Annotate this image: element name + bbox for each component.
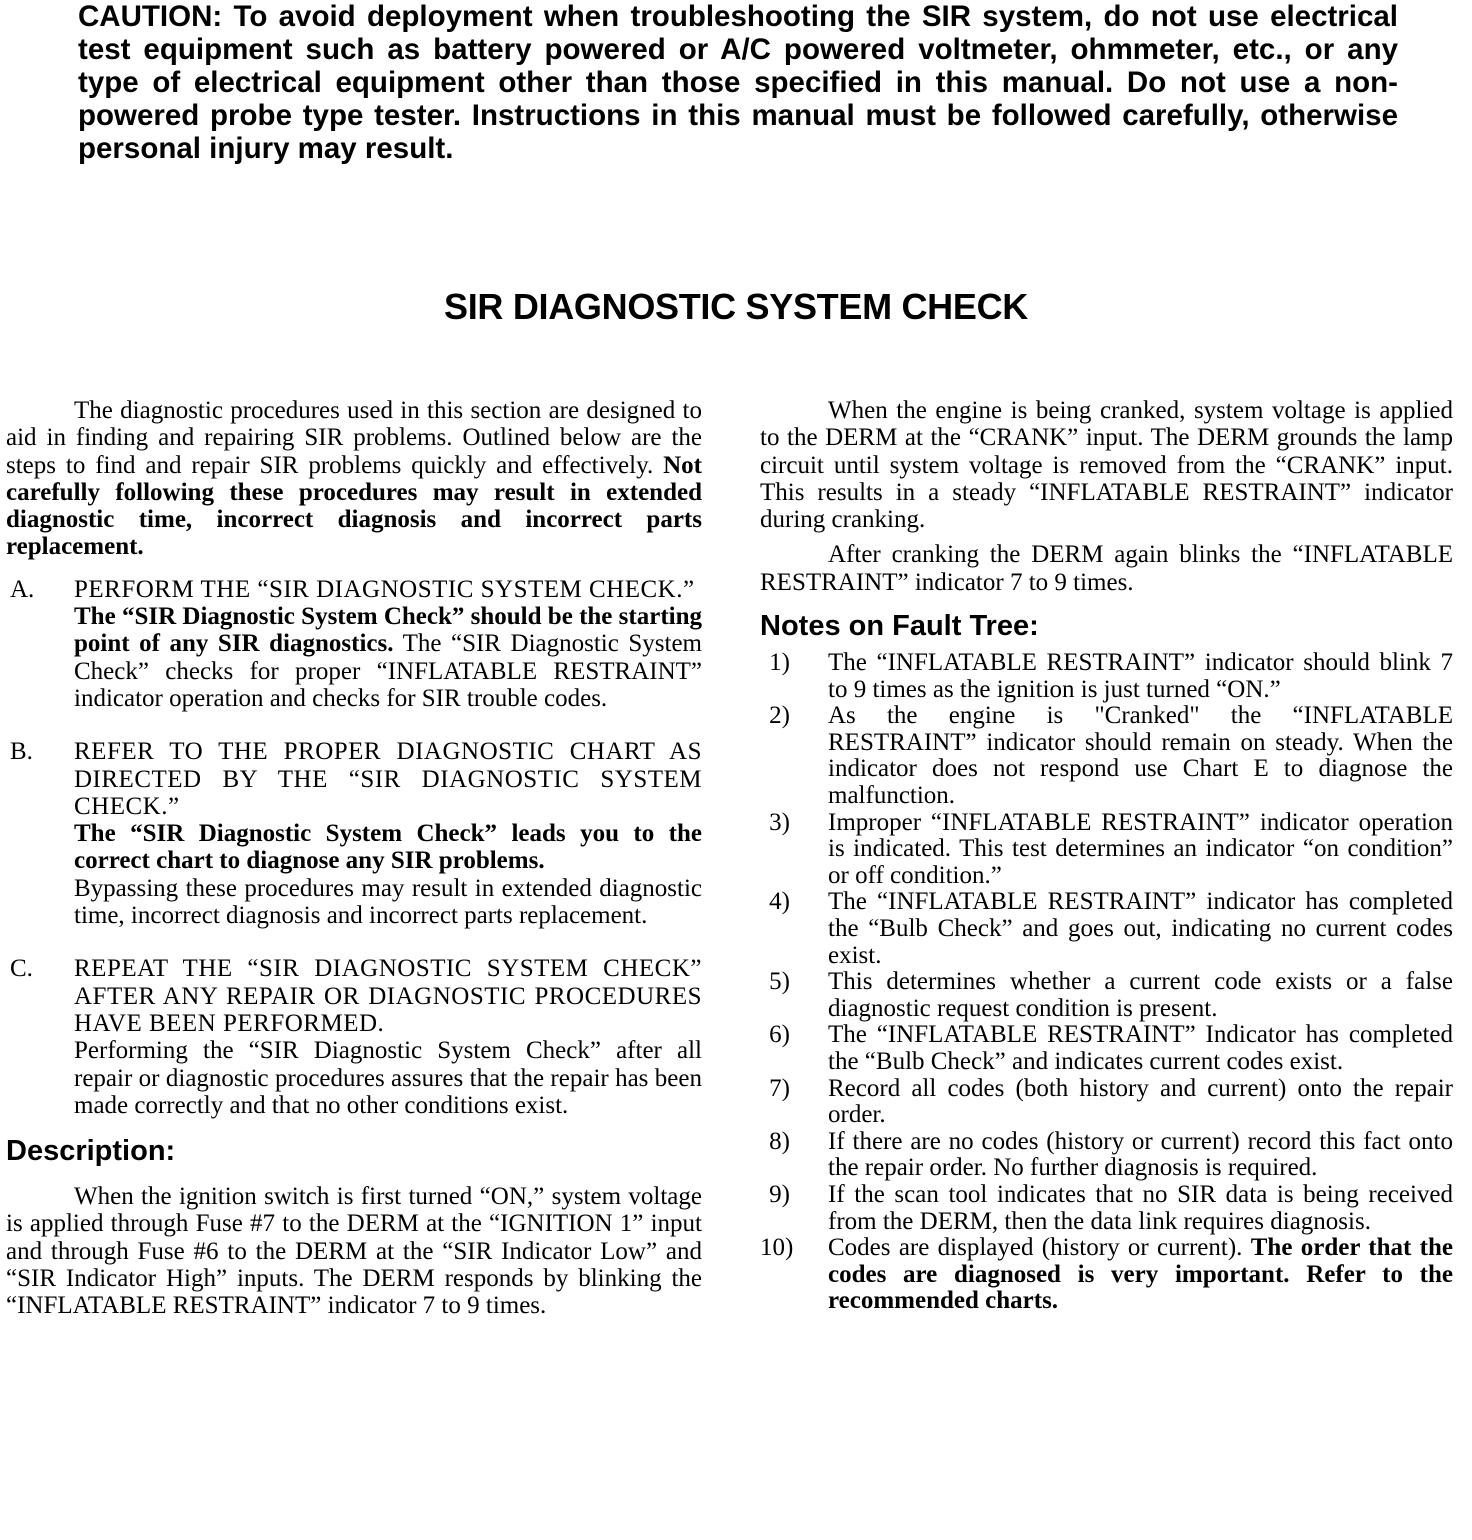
note-number: 3) — [769, 808, 790, 836]
note-number: 8) — [769, 1127, 790, 1155]
intro-text: The diagnostic procedures used in this section are designed to aid in finding and repairing SIR problems. Outlined below are the steps to find and repair SIR problems quickly and effectively. — [6, 397, 702, 479]
step-text: Bypassing these procedures may result in extended diagnostic time, incorrect diagnosis and incorrect parts replacement. — [74, 874, 702, 930]
note-item — [760, 1235, 1453, 1315]
note-text: This determines whether a current code exists or a false diagnostic request condition is present. — [828, 968, 1453, 1022]
step-text: The “SIR Diagnostic System Check” checks for proper “INFLATABLE RESTRAINT” indicator operation and checks for SIR trouble codes. — [74, 630, 702, 712]
note-item — [760, 969, 1453, 1022]
step-b — [6, 738, 702, 929]
note-text: The “INFLATABLE RESTRAINT” indicator has completed the “Bulb Check” and goes out, indicating no current codes exist. — [828, 888, 1453, 969]
step-marker: A. — [10, 575, 35, 603]
note-text: If there are no codes (history or current) record this fact onto the repair order. No further diagnosis is required. — [828, 1127, 1453, 1182]
note-number: 10) — [760, 1234, 794, 1262]
note-item — [760, 1129, 1453, 1182]
note-plain-text: Codes are displayed (history or current). — [828, 1234, 1243, 1262]
note-item — [760, 650, 1453, 703]
step-bold-text: The “SIR Diagnostic System Check” leads you to the correct chart to diagnose any SIR problems. — [74, 820, 702, 875]
note-item — [760, 703, 1453, 809]
note-number: 7) — [769, 1074, 790, 1102]
right-column — [760, 397, 1453, 1315]
step-bold-text: The “SIR Diagnostic System Check” should be the starting point of any SIR diagnostics. — [74, 603, 702, 658]
left-column — [6, 397, 702, 1320]
note-number: 1) — [769, 649, 790, 677]
after-cranking-paragraph: After cranking the DERM again blinks the “INFLATABLE RESTRAINT” indicator 7 to 9 times. — [760, 541, 1453, 596]
note-item — [760, 1022, 1453, 1075]
step-heading: REPEAT THE “SIR DIAGNOSTIC SYSTEM CHECK” AFTER ANY REPAIR OR DIAGNOSTIC PROCEDURES HAVE BEEN PERFORMED. — [74, 955, 702, 1037]
note-item — [760, 1182, 1453, 1235]
page-title: SIR DIAGNOSTIC SYSTEM CHECK — [444, 286, 1028, 327]
note-number: 9) — [769, 1180, 790, 1208]
note-text: Improper “INFLATABLE RESTRAINT” indicator operation is indicated. This test determines an indicator “on condition” or off condition.” — [828, 808, 1453, 889]
note-number: 2) — [769, 702, 790, 730]
step-marker: C. — [10, 955, 33, 983]
note-item — [760, 810, 1453, 890]
note-text: The “INFLATABLE RESTRAINT” Indicator has completed the “Bulb Check” and indicates current codes exist. — [828, 1021, 1453, 1075]
caution-notice: CAUTION: To avoid deployment when troubleshooting the SIR system, do not use electrical test equipment such as battery powered or A/C powered voltmeter, ohmmeter, etc., or any type of electrical equipment other than those specified in this manual. Do not use a non-powered probe type tester. Instructions in this manual must be followed carefully, otherwise personal injury may result. — [78, 0, 1398, 165]
note-item — [760, 1076, 1453, 1129]
note-text: If the scan tool indicates that no SIR data is being received from the DERM, then the data link requires diagnosis. — [828, 1180, 1453, 1235]
cranking-paragraph: When the engine is being cranked, system voltage is applied to the DERM at the “CRANK” input. The DERM grounds the lamp circuit until system voltage is removed from the “CRANK” input. This results in a steady “INFLATABLE RESTRAINT” indicator during cranking. — [760, 397, 1453, 534]
step-a — [6, 576, 702, 712]
fault-tree-notes — [760, 650, 1453, 1315]
note-number: 5) — [769, 968, 790, 996]
note-bold-text: The order that the codes are diagnosed is very important. Refer to the recommended charts. — [828, 1234, 1453, 1315]
note-text: The “INFLATABLE RESTRAINT” indicator should blink 7 to 9 times as the ignition is just turned “ON.” — [828, 649, 1453, 703]
step-c — [6, 955, 702, 1119]
note-number: 4) — [769, 888, 790, 916]
step-heading: REFER TO THE PROPER DIAGNOSTIC CHART AS DIRECTED BY THE “SIR DIAGNOSTIC SYSTEM CHECK.” — [74, 738, 702, 820]
intro-paragraph — [6, 397, 702, 561]
note-text — [828, 1235, 1453, 1315]
step-text: Performing the “SIR Diagnostic System Check” after all repair or diagnostic procedures assures that the repair has been made correctly and that no other conditions exist. — [74, 1037, 702, 1119]
step-body — [74, 603, 702, 712]
note-text: Record all codes (both history and current) onto the repair order. — [828, 1074, 1453, 1129]
note-item — [760, 889, 1453, 969]
intro-warning: Not carefully following these procedures may result in extended diagnostic time, incorrect diagnosis and incorrect parts replacement. — [6, 451, 703, 561]
step-marker: B. — [10, 738, 33, 766]
note-text: As the engine is "Cranked" the “INFLATABLE RESTRAINT” indicator should remain on steady. When the indicator does not respond use Chart E to diagnose the malfunction. — [828, 702, 1453, 810]
description-paragraph: When the ignition switch is first turned “ON,” system voltage is applied through Fuse #7 to the DERM at the “IGNITION 1” input and through Fuse #6 to the DERM at the “SIR Indicator Low” and “SIR Indicator High” inputs. The DERM responds by blinking the “INFLATABLE RESTRAINT” indicator 7 to 9 times. — [6, 1183, 702, 1320]
fault-tree-heading: Notes on Fault Tree: — [760, 610, 1039, 643]
description-heading: Description: — [6, 1135, 176, 1168]
step-heading: PERFORM THE “SIR DIAGNOSTIC SYSTEM CHECK.” — [74, 575, 695, 603]
note-number: 6) — [769, 1021, 790, 1049]
